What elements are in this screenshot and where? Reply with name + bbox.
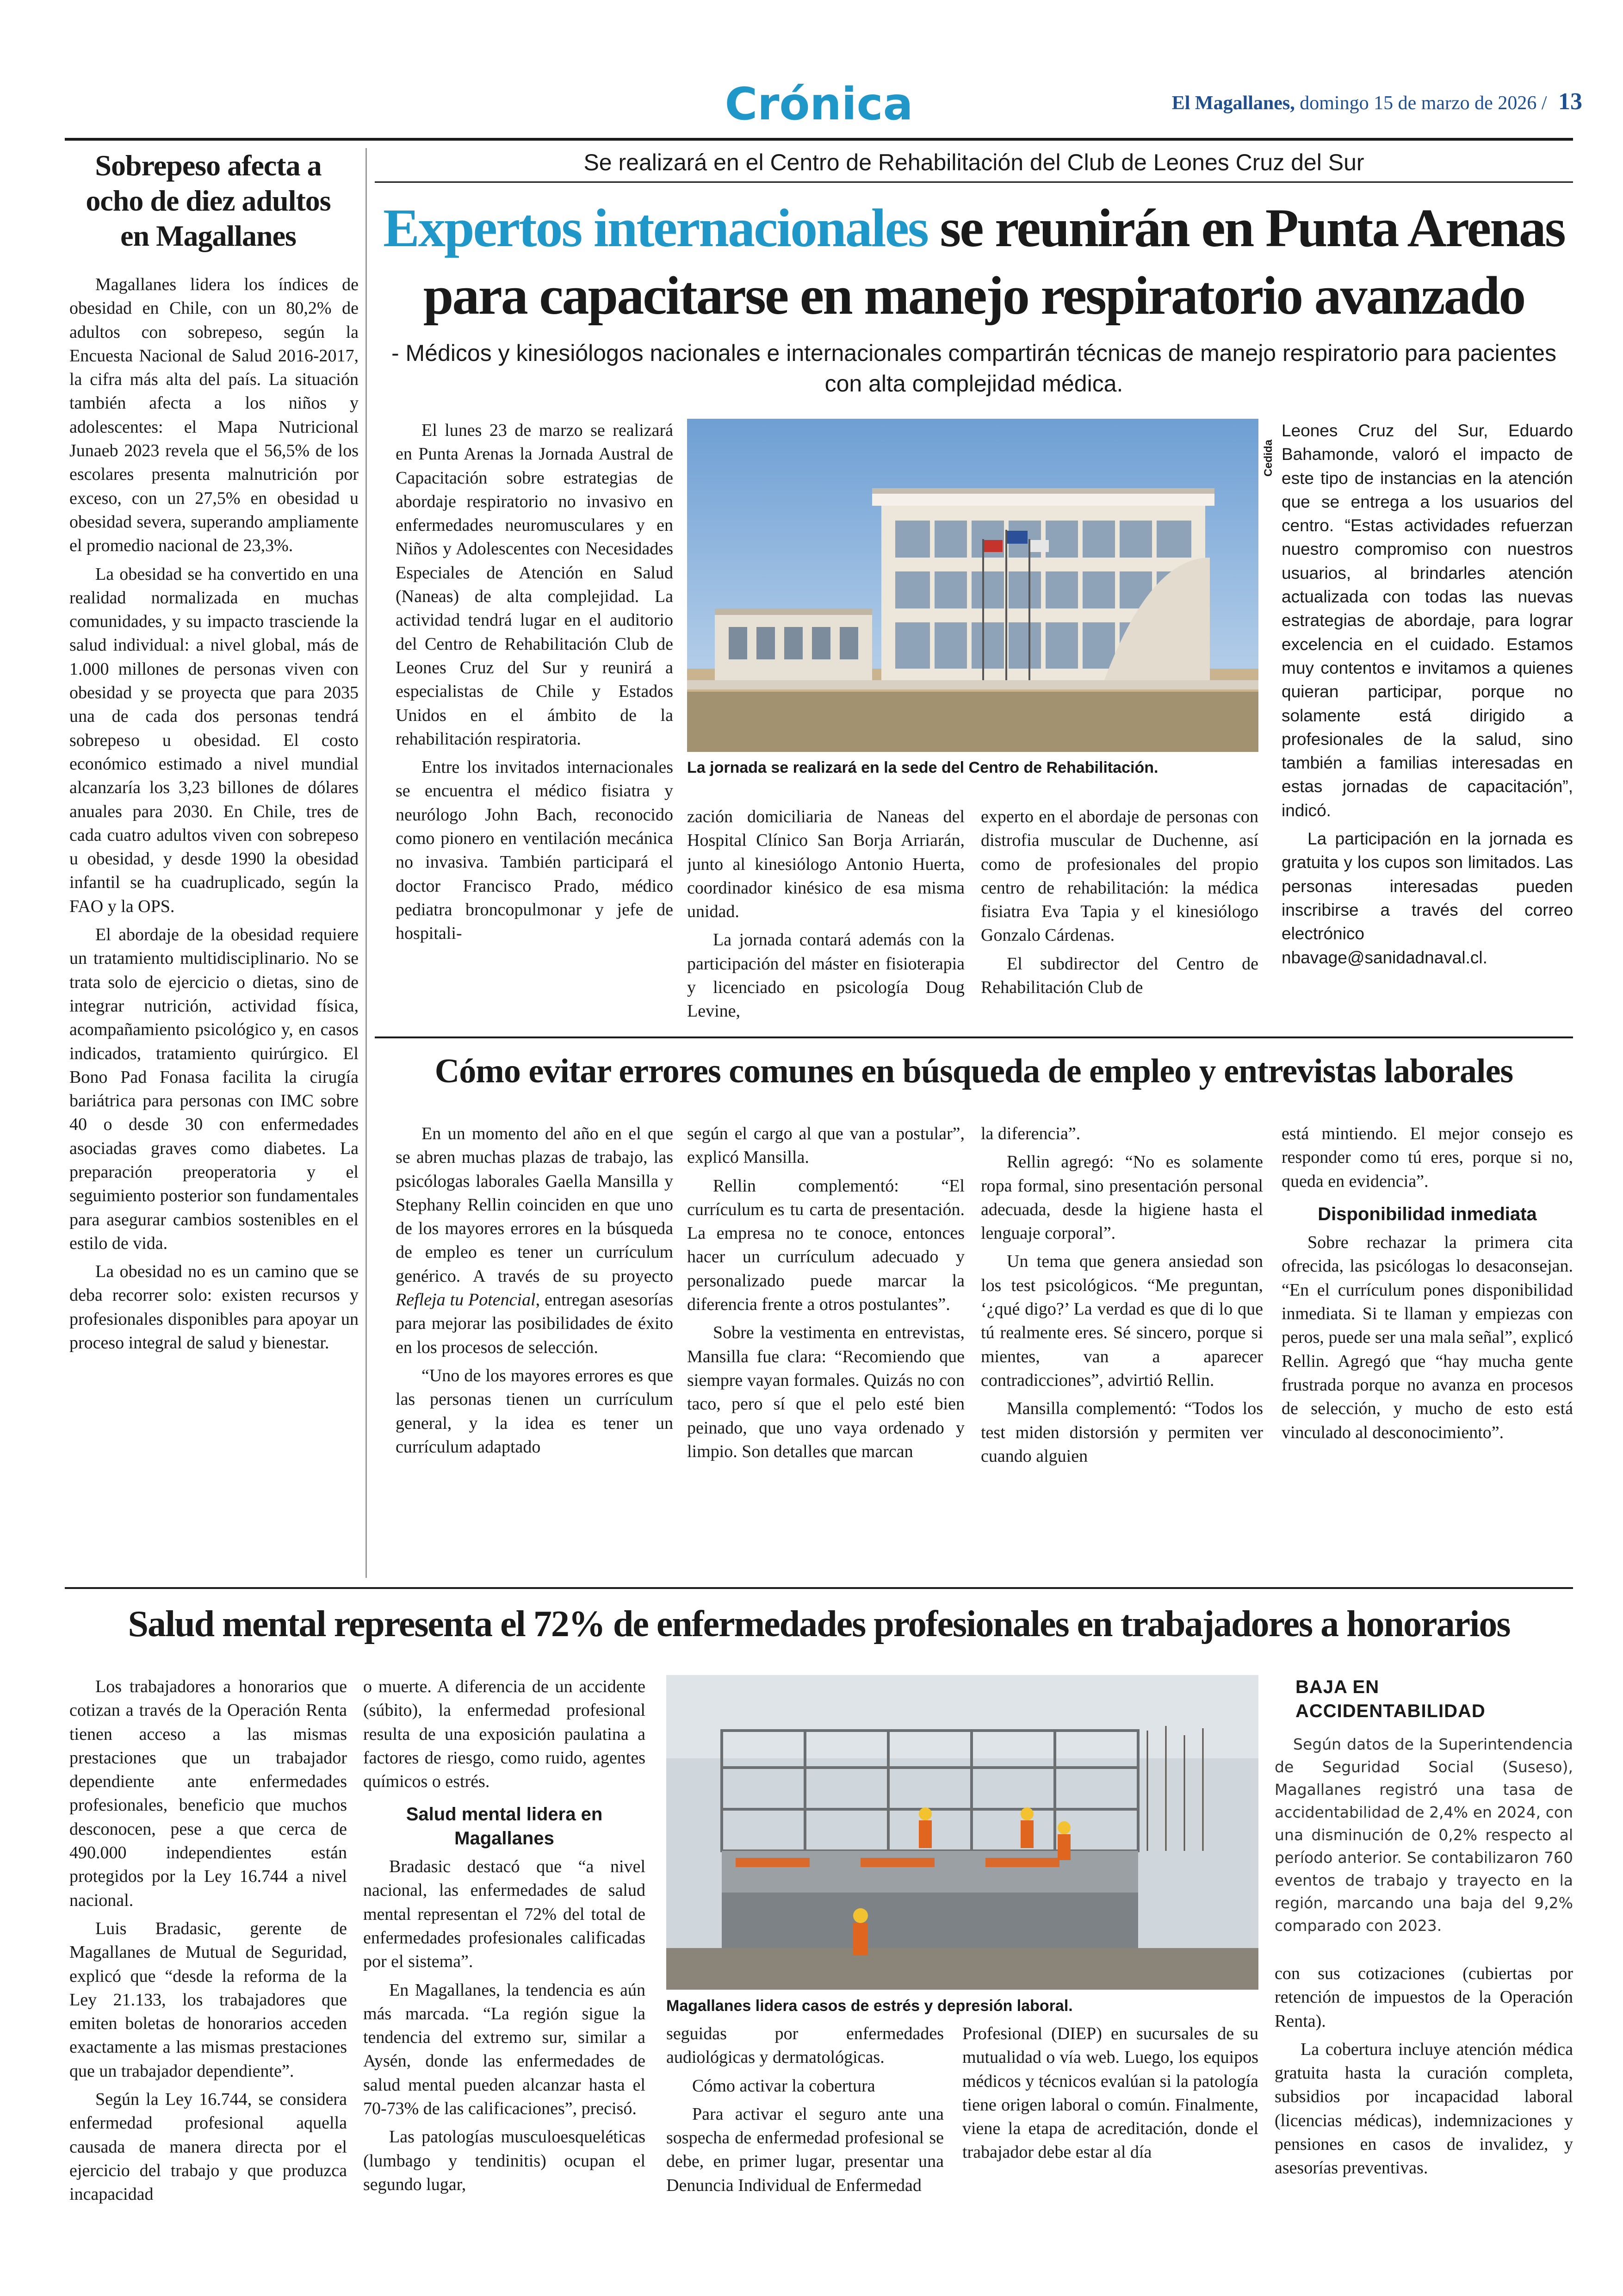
sidebar-article-body	[69, 273, 359, 1564]
paragraph: Entre los invitados internacionales se encuentra el médico fisiatra y neurólogo John Bach, reconocido como pionero en ventilación mecánica no invasiva. También participará el doctor Francisco Prado, médico pediatra broncopulmonar y jefe de hospitali-	[396, 757, 673, 943]
paragraph: La participación en la jornada es gratuita y los cupos son limitados. Las personas interesadas pueden inscribirse a través del correo electrónico nbavage@sanidadnaval.cl.	[1282, 829, 1573, 967]
paragraph: zación domiciliaria de Naneas del Hospital Clínico San Borja Arriarán, junto al kinesiólogo Antonio Huerta, coordinador kinésico de esa misma unidad.	[687, 807, 965, 922]
paragraph: está mintiendo. El mejor consejo es responder como tú eres, porque si no, queda en evidencia”.	[1282, 1124, 1573, 1191]
main-column-4	[1282, 419, 1573, 1030]
paragraph: La jornada contará además con la participación del máster en fisioterapia y licenciado en psicología Doug Levine,	[687, 930, 965, 1021]
paragraph: Las patologías musculoesqueléticas (lumbago y tendinitis) ocupan el segundo lugar,	[363, 2127, 645, 2194]
story3-column-1	[69, 1675, 347, 2263]
paragraph: experto en el abordaje de personas con distrofia muscular de Duchenne, así como de profesionales del propio centro de rehabilitación: la médica fisiatra Eva Tapia y el kinesiólogo Gonzalo Cárdenas.	[981, 807, 1258, 945]
main-headline	[375, 194, 1573, 329]
text-run: En un momento del año en el que se abren muchas plazas de trabajo, las psicólogas laborales Gaella Mansilla y Stephany Rellin coinciden en que uno de los mayores errores en la búsqueda de empleo es tener un currículum genérico. A través de su proyecto	[396, 1124, 673, 1286]
kicker-rule	[375, 181, 1573, 183]
story3-column-3	[666, 2022, 944, 2263]
paragraph: Profesional (DIEP) en sucursales de su mutualidad o vía web. Luego, los equipos médicos y técnicos evalúan si la patología tiene origen laboral o común. Finalmente, viene la etapa de acreditación, donde el trabajador debe estar al día	[962, 2024, 1258, 2162]
story3-column-2	[363, 1675, 645, 2263]
paragraph: Sobre la vestimenta en entrevistas, Mansilla fue clara: “Recomiendo que siempre vayan formales. Quizás no con taco, pero sí que el pelo esté bien peinado, que uno vaya ordenado y limpio. Son detalles que marcan	[687, 1323, 965, 1461]
paragraph: El subdirector del Centro de Rehabilitación Club de	[981, 954, 1258, 998]
story3-column-5	[1275, 1962, 1573, 2263]
story2-headline: Cómo evitar errores comunes en búsqueda de empleo y entrevistas laborales	[434, 1052, 1513, 1090]
section-rule	[375, 1036, 1573, 1038]
headline-highlight: Expertos internacionales	[383, 198, 928, 258]
main-column-1	[396, 419, 673, 1030]
paragraph: La obesidad no es un camino que se deba recorrer solo: existen recursos y profesionales disponibles para apoyar un proceso integral de salud y bienestar.	[69, 1262, 359, 1353]
column-divider	[365, 148, 367, 1578]
paragraph: Cómo activar la cobertura	[692, 2076, 875, 2096]
paragraph: Leones Cruz del Sur, Eduardo Bahamonde, valoró el impacto de este tipo de instancias en la atención que se entrega a los usuarios del centro. “Estas actividades refuerzan nuestro compromiso con nuestros usuarios, al brindarles atención actualizada con todas las nuevas estrategias de abordaje, para lograr excelencia en el cuidado. Estamos muy contentos e invitamos a quienes quieran participar, porque no solamente está dirigido a profesionales de la salud, sino también a familias interesadas en estas jornadas de capacitación”, indicó.	[1282, 421, 1573, 820]
header-separator: /	[1541, 93, 1547, 114]
publication-name: El Magallanes,	[1171, 93, 1295, 114]
paragraph: “Uno de los mayores errores es que las personas tienen un currículum general, y la idea es tener un currículum adaptado	[396, 1365, 673, 1457]
paragraph: con sus cotizaciones (cubiertas por retención de impuestos de la Operación Renta).	[1275, 1964, 1573, 2031]
paragraph: o muerte. A diferencia de un accidente (súbito), la enfermedad profesional resulta de una exposición paulatina a factores de riesgo, como ruido, agentes químicos o estrés.	[363, 1677, 645, 1792]
paragraph: Rellin complementó: “El currículum es tu carta de presentación. La empresa no te conoce, entonces hacer un currículum adecuado y personalizado puede marcar la diferencia frente a otros postulantes”.	[687, 1176, 965, 1315]
construction-workers-photo	[666, 1675, 1258, 1990]
infobox-body	[1275, 1733, 1573, 1950]
paragraph: Los trabajadores a honorarios que cotizan a través de la Operación Renta tienen acceso a las mismas prestaciones que un trabajador dependiente ante enfermedades profesionales, beneficio que muchos desconocen, pese a que cerca de 490.000 independientes están protegidos por la Ley 16.744 a nivel nacional.	[69, 1677, 347, 1910]
main-kicker: Se realizará en el Centro de Rehabilitación del Club de Leones Cruz del Sur	[583, 149, 1364, 175]
main-column-3	[981, 805, 1258, 1030]
headline-text: se reunirán en Punta Arenas para capacitarse en manejo respiratorio avanzado	[423, 198, 1565, 326]
section-title: Crónica	[725, 78, 913, 130]
paragraph: El abordaje de la obesidad requiere un tratamiento multidisciplinario. No se trata solo de ejercicio o dietas, sino de integrar nutrición, actividad física, acompañamiento psicológico y, en casos indicados, tratamiento quirúrgico. El Bono Pad Fonasa facilita la cirugía bariátrica para personas con IMC sobre 40 o desde 30 con enfermedades asociadas graves como diabetes. La preparación preoperatoria y el seguimiento posterior son fundamentales para asegurar cambios sostenibles en el estilo de vida.	[69, 925, 359, 1253]
paragraph: En Magallanes, la tendencia es aún más marcada. “La región sigue la tendencia del extremo sur, similar a Aysén, donde las enfermedades de salud mental pueden alcanzar hasta el 70-73% de las calificaciones”, precisó.	[363, 1980, 645, 2119]
paragraph: Para activar el seguro ante una sospecha de enfermedad profesional se debe, en primer lugar, presentar una Denuncia Individual de Enfermedad	[666, 2104, 944, 2195]
paragraph: La obesidad se ha convertido en una realidad normalizada en muchas comunidades, y su impacto trasciende la salud individual: a nivel global, más de 1.000 millones de personas viven con obesidad y se proyecta que para 2035 una de cada dos personas tendrá sobrepeso u obesidad. El costo económico estimado a nivel mundial alcanzaría los 3,23 billones de dólares anuales para 2030. En Chile, tres de cada cuatro adultos viven con sobrepeso u obesidad, y desde 1990 la obesidad infantil se ha cuadruplicado, según la FAO y la OPS.	[69, 564, 359, 916]
paragraph: Un tema que genera ansiedad son los test psicológicos. “Me preguntan, ‘¿qué digo?’ La verdad es que di lo que tú realmente eres. Sé sincero, porque si mientes, van a aparecer contradicciones”, advirtió Rellin.	[981, 1252, 1263, 1390]
paragraph: Mansilla complementó: “Todos los test miden distorsión y permiten ver cuando alguien	[981, 1399, 1263, 1466]
paragraph: según el cargo al que van a postular”, explicó Mansilla.	[687, 1124, 965, 1167]
story3-headline: Salud mental representa el 72% de enfermedades profesionales en trabajadores a honorarios	[128, 1604, 1510, 1644]
paragraph: Bradasic destacó que “a nivel nacional, las enfermedades de salud mental representan el 72% del total de enfermedades profesionales calificadas por el sistema”.	[363, 1857, 645, 1972]
paragraph: la diferencia”.	[981, 1124, 1081, 1143]
paragraph: La cobertura incluye atención médica gratuita hasta la curación completa, subsidios por incapacidad laboral (licencias médicas), indemnizaciones y pensiones en casos de invalidez, y asesorías preventivas.	[1275, 2039, 1573, 2178]
subsection-title: Disponibilidad inmediata	[1318, 1204, 1537, 1224]
page-header-info	[1157, 88, 1582, 117]
project-name: Refleja tu Potencial	[396, 1290, 536, 1310]
photo-caption: Magallanes lidera casos de estrés y depresión laboral.	[666, 1997, 1073, 2015]
main-subhead: - Médicos y kinesiólogos nacionales e internacionales compartirán técnicas de manejo respiratorio para pacientes con alta complejidad médica.	[391, 340, 1557, 397]
subsection-title: Salud mental lidera en Magallanes	[406, 1804, 603, 1849]
paragraph: seguidas por enfermedades audiológicas y dermatológicas.	[666, 2024, 944, 2067]
rehabilitation-center-photo	[687, 419, 1258, 752]
page-number: 13	[1558, 88, 1582, 115]
publication-date: domingo 15 de marzo de 2026	[1300, 93, 1537, 114]
photo-credit: Cedida	[1262, 440, 1275, 477]
story3-column-4	[962, 2022, 1258, 2263]
paragraph: Luis Bradasic, gerente de Magallanes de Mutual de Seguridad, explicó que “desde la reforma de la Ley 21.133, los trabajadores que emiten boletas de honorarios acceden exactamente a las mismas prestaciones que un trabajador dependiente”.	[69, 1918, 347, 2081]
text-run: , entregan asesorías para mejorar las posibilidades de éxito en los procesos de selección.	[396, 1290, 673, 1357]
main-column-2	[687, 805, 965, 1030]
paragraph: Rellin agregó: “No es solamente ropa formal, sino presentación personal adecuada, desde la higiene hasta el lenguaje corporal”.	[981, 1152, 1263, 1243]
story2-column-2	[687, 1122, 965, 1576]
story2-column-4	[1282, 1122, 1573, 1576]
story2-column-3	[981, 1122, 1263, 1576]
story2-column-1	[396, 1122, 673, 1576]
section-rule	[65, 1587, 1573, 1589]
header-rule	[65, 138, 1573, 141]
infobox-title: BAJA EN ACCIDENTABILIDAD	[1295, 1677, 1486, 1721]
photo-caption: La jornada se realizará en la sede del Centro de Rehabilitación.	[687, 759, 1158, 776]
paragraph: Según la Ley 16.744, se considera enfermedad profesional aquella causada de manera directa por el ejercicio del trabajo y que produzca incapacidad	[69, 2090, 347, 2204]
paragraph: Sobre rechazar la primera cita ofrecida, las psicólogas lo desaconsejan. “En el currículum pones disponibilidad inmediata. Si te llaman y empiezas con peros, puede ser una mala señal”, explicó Rellin. Agregó que “hay mucha gente frustrada porque no avanza en procesos de selección, y mucho de esto está vinculado al desconocimiento”.	[1282, 1233, 1573, 1442]
paragraph: El lunes 23 de marzo se realizará en Punta Arenas la Jornada Austral de Capacitación sobre estrategias de abordaje respiratorio no invasivo en enfermedades neuromusculares y en Niños y Adolescentes con Necesidades Especiales de Atención en Salud (Naneas) de alta complejidad. La actividad tendrá lugar en el auditorio del Centro de Rehabilitación Club de Leones Cruz del Sur y reunirá a especialistas de Chile y Estados Unidos en el ámbito de la rehabilitación respiratoria.	[396, 421, 673, 749]
paragraph: Según datos de la Superintendencia de Seguridad Social (Suseso), Magallanes registró una tasa de accidentabilidad de 2,4% en 2024, con una disminución de 0,2% respecto al período anterior. Se contabilizaron 760 eventos de trabajo y trayecto en la región, marcando una baja del 9,2% comparado con 2023.	[1275, 1735, 1573, 1935]
sidebar-headline: Sobrepeso afecta a ocho de diez adultos en Magallanes	[86, 149, 331, 252]
paragraph	[396, 1122, 673, 1359]
paragraph: Magallanes lidera los índices de obesidad en Chile, con un 80,2% de adultos con sobrepeso, según la Encuesta Nacional de Salud 2016-2017, la cifra más alta del país. La situación también afecta a los niños y adolescentes: el Mapa Nutricional Junaeb 2023 revela que el 56,5% de los escolares presenta malnutrición por exceso, con un 27,5% en obesidad u obesidad severa, superando ampliamente el promedio nacional de 23,3%.	[69, 275, 359, 556]
